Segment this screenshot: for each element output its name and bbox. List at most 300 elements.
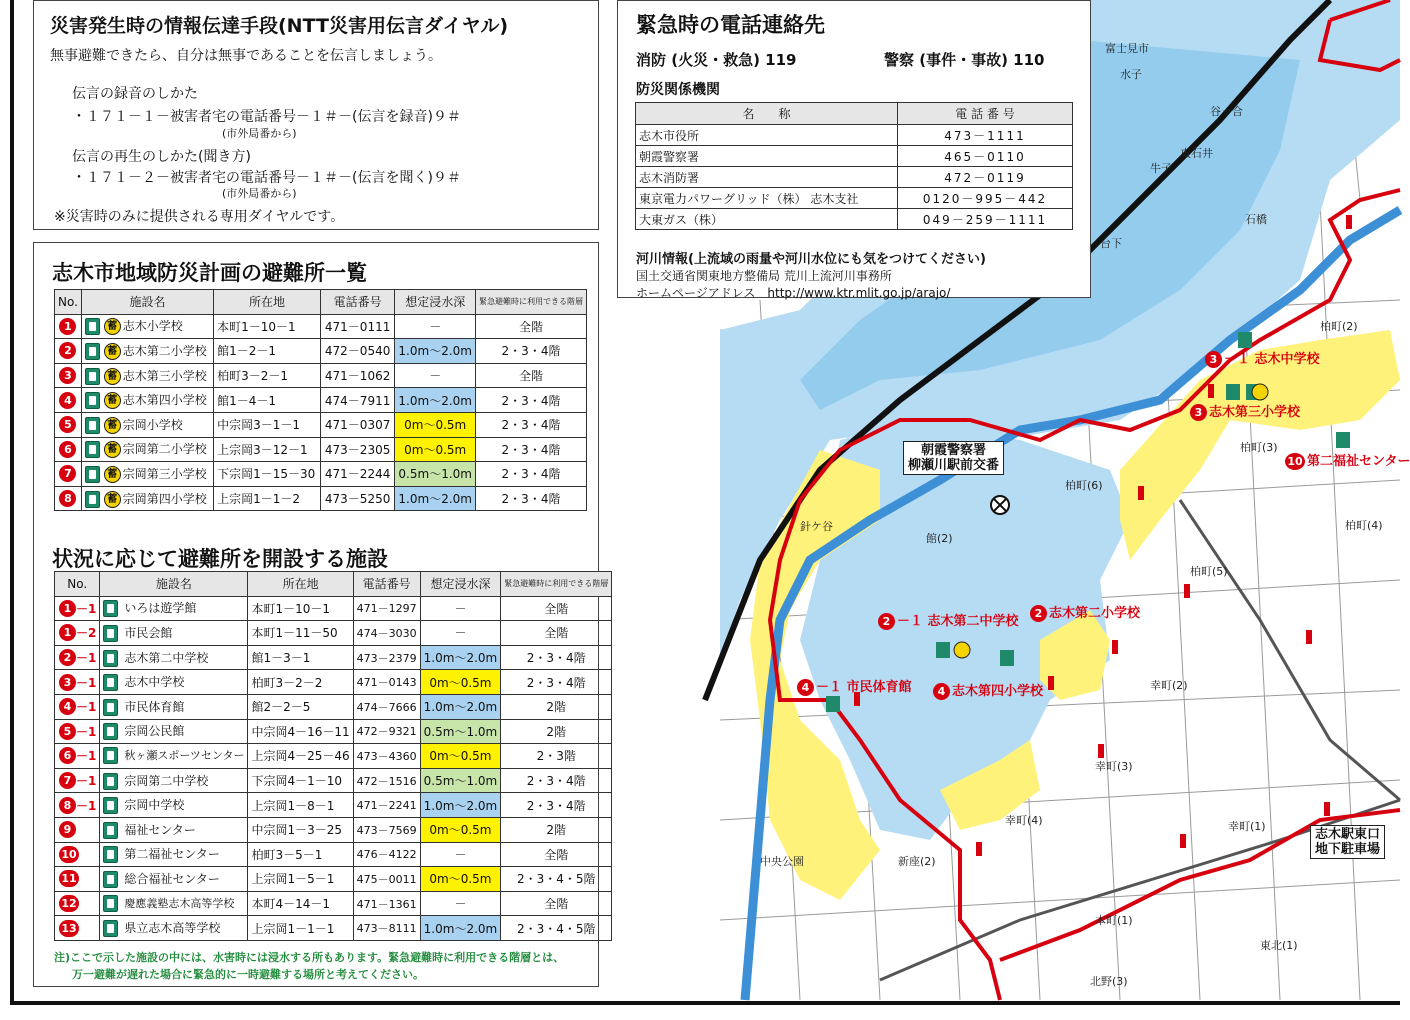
facility-level: 2・3・4階	[501, 645, 612, 670]
shelter-number-badge: 4	[59, 392, 76, 409]
area-label: 館(2)	[926, 532, 953, 545]
shelter-icon	[103, 895, 118, 912]
facility-no	[55, 694, 100, 719]
police-box-label: 朝霞警察署 柳瀬川駅前交番	[903, 441, 1004, 475]
shelter-number-badge: 7	[59, 465, 76, 482]
map-label-welfare2: 10 第二福祉センター	[1285, 450, 1410, 470]
facility-sub-number: －1	[76, 700, 97, 715]
facility-phone: 473－4360	[353, 744, 420, 769]
facility-depth: 0m～0.5m	[420, 670, 501, 695]
facility-number-badge: 12	[59, 895, 79, 912]
facility-phone: 473－8111	[353, 916, 420, 941]
table-row	[55, 670, 612, 695]
facility-address: 上宗岡1－8－1	[248, 793, 353, 818]
area-label: 幸町(2)	[1150, 679, 1188, 692]
playback-title: 伝言の再生のしかた(聞き方)	[72, 149, 251, 165]
stockpile-icon: 蓄	[104, 392, 121, 409]
col-level: 緊急避難時に利用できる階層	[501, 572, 612, 597]
facility-level: 全階	[501, 842, 612, 867]
facility-depth: 1.0m～2.0m	[420, 793, 501, 818]
facility-name-text: 宗岡中学校	[124, 798, 185, 813]
facility-number-badge: 1	[59, 600, 76, 617]
table-row	[55, 339, 587, 364]
facility-depth: 1.0m～2.0m	[420, 916, 501, 941]
col-address: 所在地	[214, 290, 321, 315]
facility-level: 全階	[501, 621, 612, 646]
shelter-no	[55, 462, 82, 487]
shelter-number-badge: 6	[59, 441, 76, 458]
table-row	[55, 719, 612, 744]
area-label: 柏町(3)	[1240, 441, 1278, 454]
facility-phone: 472－1516	[353, 768, 420, 793]
facility-sub-number: －1	[76, 798, 97, 813]
facility-number-badge: 4	[59, 698, 76, 715]
facility-no	[55, 867, 100, 892]
table-row	[55, 793, 612, 818]
shelter-icon	[85, 392, 100, 409]
facility-address: 中宗岡1－3－25	[248, 817, 353, 842]
agency-name: 志木消防署	[636, 167, 898, 188]
table-row	[636, 167, 1073, 188]
facility-phone: 471－1297	[353, 596, 420, 621]
facility-depth: 1.0m～2.0m	[420, 694, 501, 719]
facility-name-text: 志木第二中学校	[124, 650, 209, 665]
facility-name-text: 市民会館	[124, 625, 173, 640]
shelter-address: 館1－2－1	[214, 339, 321, 364]
area-label: 幸町(3)	[1095, 760, 1133, 773]
facility-phone: 471－2241	[353, 793, 420, 818]
facility-depth: －	[420, 891, 501, 916]
facility-address: 柏町3－2－2	[248, 670, 353, 695]
facility-depth: 0.5m～1.0m	[420, 719, 501, 744]
col-name: 施設名	[100, 572, 248, 597]
shelter-phone: 473－5250	[320, 486, 395, 511]
facility-name	[100, 621, 248, 646]
shelter-level: 2・3・4階	[476, 437, 587, 462]
record-title: 伝言の録音のしかた	[72, 86, 198, 102]
facility-depth: 0m～0.5m	[420, 744, 501, 769]
shelter-no	[55, 437, 82, 462]
shelter-name-text: 志木第二小学校	[122, 343, 207, 358]
facility-address: 上宗岡4－25－46	[248, 744, 353, 769]
area-label: 牛子	[1150, 162, 1172, 175]
shelter-number-badge: 2	[59, 342, 76, 359]
facility-name	[100, 719, 248, 744]
table-row	[55, 694, 612, 719]
facility-number-badge: 5	[59, 723, 76, 740]
table-row	[55, 437, 587, 462]
col-phone: 電話番号	[320, 290, 395, 315]
col-depth: 想定浸水深	[420, 572, 501, 597]
map-label-shiki2-jhs: 2 －１ 志木第二中学校	[878, 610, 1019, 630]
area-label: 東石井	[1180, 147, 1213, 160]
table-row	[55, 768, 612, 793]
facility-no	[55, 891, 100, 916]
col-no: No.	[55, 290, 82, 315]
facility-number-badge: 3	[59, 674, 76, 691]
facility-depth: 0.5m～1.0m	[420, 768, 501, 793]
col-no: No.	[55, 572, 100, 597]
shelter-number-badge: 1	[59, 318, 76, 335]
ntt-dial-panel	[33, 0, 599, 230]
facility-level: 全階	[501, 596, 612, 621]
facility-name	[100, 670, 248, 695]
dial-footnote: ※災害時のみに提供される専用ダイヤルです。	[54, 209, 345, 225]
ntt-dial-intro: 無事避難できたら、自分は無事であることを伝言しましょう。	[50, 48, 442, 64]
shelter-depth: －	[395, 314, 476, 339]
shelter-depth: 1.0m～2.0m	[395, 339, 476, 364]
table-row	[55, 744, 612, 769]
col-level: 緊急避難時に利用できる階層	[476, 290, 587, 315]
area-label: 水子	[1120, 68, 1142, 81]
river-office: 国土交通省関東地方整備局 荒川上流河川事務所	[636, 269, 892, 283]
shelter-icon	[85, 491, 100, 508]
facility-address: 上宗岡1－1－1	[248, 916, 353, 941]
facility-phone: 473－7569	[353, 817, 420, 842]
facility-address: 本町1－10－1	[248, 596, 353, 621]
shelter-name-text: 志木第四小学校	[122, 393, 207, 408]
facility-number-badge: 8	[59, 797, 76, 814]
shelter-no	[55, 314, 82, 339]
table-row	[636, 209, 1073, 230]
facility-number-badge: 1	[59, 624, 76, 641]
shelter-icon	[103, 650, 118, 667]
ntt-dial-title: 災害発生時の情報伝達手段(NTT災害用伝言ダイヤル)	[50, 15, 509, 37]
facility-no	[55, 842, 100, 867]
facility-sub-number: －2	[76, 626, 97, 641]
col-address: 所在地	[248, 572, 353, 597]
facility-name	[100, 793, 248, 818]
facility-name-text: 慶應義塾志木高等学校	[124, 897, 235, 911]
shelter-icon	[103, 699, 118, 716]
facility-name	[100, 768, 248, 793]
shelter-level: 2・3・4階	[476, 388, 587, 413]
facility-address: 上宗岡1－5－1	[248, 867, 353, 892]
facility-sub-number: －1	[76, 774, 97, 789]
shelter-depth: 0m～0.5m	[395, 437, 476, 462]
shelter-icon	[103, 747, 118, 764]
facility-no	[55, 670, 100, 695]
shelter-name	[81, 388, 213, 413]
map-label-shiki2-es: 2 志木第二小学校	[1030, 602, 1140, 622]
facility-name	[100, 694, 248, 719]
table-row	[55, 486, 587, 511]
facility-name	[100, 867, 248, 892]
table-row	[55, 817, 612, 842]
shelter-icon	[85, 318, 100, 335]
shelter-phone: 473－2305	[320, 437, 395, 462]
facilities-table	[54, 571, 612, 941]
map-label-shiki3-es: 3 志木第三小学校	[1190, 401, 1300, 421]
agencies-title: 防災関係機関	[636, 82, 720, 98]
shelter-no	[55, 486, 82, 511]
shelter-level: 全階	[476, 363, 587, 388]
playback-note: (市外局番から)	[222, 187, 297, 200]
facilities-note-2: 万一避難が遅れた場合に緊急的に一時避難する場所と考えてください。	[72, 968, 424, 981]
facility-level: 2・3・4階	[501, 768, 612, 793]
shelter-name	[81, 314, 213, 339]
shelter-icon	[85, 343, 100, 360]
area-label: 本町(1)	[1095, 914, 1133, 927]
shelter-level: 全階	[476, 314, 587, 339]
table-row	[55, 621, 612, 646]
shelter-depth: 0m～0.5m	[395, 412, 476, 437]
table-row	[636, 125, 1073, 146]
shelter-level: 2・3・4階	[476, 412, 587, 437]
table-row	[55, 916, 612, 941]
area-label: 石橋	[1245, 213, 1267, 226]
facility-level: 2・3・4階	[501, 670, 612, 695]
table-row	[55, 891, 612, 916]
facility-level: 全階	[501, 891, 612, 916]
facility-no	[55, 916, 100, 941]
shelter-depth: 1.0m～2.0m	[395, 388, 476, 413]
facility-name-text: 市民体育館	[124, 699, 185, 714]
facility-address: 本町1－11－50	[248, 621, 353, 646]
shelter-name	[81, 412, 213, 437]
area-label: 新座(2)	[898, 855, 936, 868]
shelter-name-text: 宗岡第三小学校	[122, 466, 207, 481]
shelter-icon	[85, 417, 100, 434]
stockpile-icon: 蓄	[104, 491, 121, 508]
river-info-title: 河川情報(上流域の雨量や河川水位にも気をつけてください)	[636, 252, 986, 267]
stockpile-icon: 蓄	[104, 441, 121, 458]
facility-name	[100, 916, 248, 941]
shelter-icon	[85, 368, 100, 385]
facility-sub-number: －1	[76, 601, 97, 616]
facility-name-text: 総合福祉センター	[124, 871, 220, 886]
table-row	[55, 645, 612, 670]
shelter-icon	[85, 441, 100, 458]
facility-phone: 476－4122	[353, 842, 420, 867]
facility-depth: －	[420, 596, 501, 621]
facilities-title: 状況に応じて避難所を開設する施設	[52, 547, 388, 571]
area-label: 幸町(4)	[1005, 814, 1043, 827]
shelter-name-text: 宗岡第四小学校	[122, 491, 207, 506]
table-row	[55, 842, 612, 867]
facility-no	[55, 793, 100, 818]
shelter-name	[81, 462, 213, 487]
agency-phone: 473－1111	[898, 125, 1073, 146]
shelter-name-text: 宗岡第二小学校	[122, 442, 207, 457]
shelter-icon	[85, 466, 100, 483]
river-url-link[interactable]: ホームページアドレス http://www.ktr.mlit.go.jp/arajo/	[636, 286, 951, 300]
table-row	[55, 596, 612, 621]
table-row	[55, 412, 587, 437]
area-label: 東北(1)	[1260, 939, 1298, 952]
station-parking-label: 志木駅東口 地下駐車場	[1310, 825, 1385, 859]
shelter-phone: 471－2244	[320, 462, 395, 487]
facility-phone: 474－7666	[353, 694, 420, 719]
shelter-number-badge: 5	[59, 416, 76, 433]
agency-phone: 0120－995－442	[898, 188, 1073, 209]
shelter-icon	[103, 797, 118, 814]
shelters-title: 志木市地域防災計画の避難所一覧	[52, 261, 367, 285]
area-label: 幸町(1)	[1228, 820, 1266, 833]
facility-sub-number: －1	[76, 749, 97, 764]
shelter-icon	[103, 723, 118, 740]
table-row	[55, 388, 587, 413]
shelter-depth: 0.5m～1.0m	[395, 462, 476, 487]
facility-level: 2階	[501, 817, 612, 842]
area-label: 富士見市	[1105, 42, 1149, 55]
facility-name-text: 志木中学校	[124, 675, 185, 690]
shelter-name	[81, 339, 213, 364]
facility-no	[55, 645, 100, 670]
stockpile-icon: 蓄	[104, 417, 121, 434]
shelter-address: 下宗岡1－15－30	[214, 462, 321, 487]
facilities-note-1: 注)ここで示した施設の中には、水害時には浸水する所もあります。緊急避難時に利用できる階層とは、	[54, 951, 565, 964]
facility-name-text: いろは遊学館	[124, 601, 197, 616]
shelter-address: 中宗岡3－1－1	[214, 412, 321, 437]
area-label: 中央公園	[760, 855, 804, 868]
facility-address: 中宗岡4－16－11	[248, 719, 353, 744]
table-row	[55, 462, 587, 487]
area-label: 台下	[1100, 237, 1122, 250]
facility-no	[55, 621, 100, 646]
facility-name	[100, 891, 248, 916]
table-row	[636, 188, 1073, 209]
stockpile-icon: 蓄	[104, 343, 121, 360]
agency-phone: 472－0119	[898, 167, 1073, 188]
police-box-marker	[991, 496, 1009, 514]
table-row	[55, 867, 612, 892]
shelter-panel	[33, 242, 609, 987]
area-label: 針ケ谷	[800, 520, 833, 533]
shelter-phone: 472－0540	[320, 339, 395, 364]
shelter-icon	[103, 625, 118, 642]
shelter-name-text: 志木小学校	[122, 319, 183, 334]
stockpile-icon: 蓄	[104, 368, 121, 385]
facility-phone: 474－3030	[353, 621, 420, 646]
facility-name-text: 秋ヶ瀬スポーツセンター	[124, 749, 245, 763]
facility-sub-number: －1	[76, 724, 97, 739]
record-note: (市外局番から)	[222, 127, 297, 140]
facility-depth: 0m～0.5m	[420, 867, 501, 892]
facility-level: 2・3・4階	[501, 793, 612, 818]
facility-name-text: 福祉センター	[124, 822, 196, 837]
stockpile-icon: 蓄	[104, 318, 121, 335]
map-label-shiki-jhs: 3 －１ 志木中学校	[1205, 348, 1320, 368]
agency-name: 大東ガス（株）	[636, 209, 898, 230]
facility-name	[100, 596, 248, 621]
shelter-level: 2・3・4階	[476, 462, 587, 487]
col-depth: 想定浸水深	[395, 290, 476, 315]
facility-number-badge: 13	[59, 920, 79, 937]
shelter-address: 上宗岡3－12－1	[214, 437, 321, 462]
facility-depth: －	[420, 621, 501, 646]
facility-phone: 471－0143	[353, 670, 420, 695]
shelter-phone: 474－7911	[320, 388, 395, 413]
agency-phone: 049－259－1111	[898, 209, 1073, 230]
stockpile-icon: 蓄	[104, 466, 121, 483]
shelter-level: 2・3・4階	[476, 486, 587, 511]
shelter-name-text: 宗岡小学校	[122, 417, 183, 432]
facility-number-badge: 6	[59, 747, 76, 764]
shelter-name	[81, 437, 213, 462]
shelter-depth: －	[395, 363, 476, 388]
map-label-shiki4-es: 4 志木第四小学校	[933, 680, 1043, 700]
facility-depth: 1.0m～2.0m	[420, 645, 501, 670]
col-name: 施設名	[81, 290, 213, 315]
facility-phone: 471－1361	[353, 891, 420, 916]
shelter-number-badge: 8	[59, 490, 76, 507]
facility-number-badge: 7	[59, 772, 76, 789]
facility-level: 2階	[501, 719, 612, 744]
shelter-no	[55, 339, 82, 364]
shelter-phone: 471－1062	[320, 363, 395, 388]
facility-sub-number: －1	[76, 651, 97, 666]
area-label: 柏町(4)	[1345, 519, 1383, 532]
shelter-icon	[103, 871, 118, 888]
shelter-icon	[103, 674, 118, 691]
shelter-address: 柏町3－2－1	[214, 363, 321, 388]
agency-name: 朝霞警察署	[636, 146, 898, 167]
shelter-level: 2・3・4階	[476, 339, 587, 364]
shelters-table	[54, 289, 587, 511]
shelter-name	[81, 363, 213, 388]
shelter-no	[55, 363, 82, 388]
facility-sub-number: －1	[76, 675, 97, 690]
table-row	[636, 146, 1073, 167]
shelter-name-text: 志木第三小学校	[122, 368, 207, 383]
shelter-no	[55, 412, 82, 437]
col-agency-name: 名 称	[636, 103, 898, 125]
shelter-no	[55, 388, 82, 413]
facility-address: 柏町3－5－1	[248, 842, 353, 867]
shelter-name	[81, 486, 213, 511]
facility-name	[100, 744, 248, 769]
facility-address: 本町4－14－1	[248, 891, 353, 916]
facility-number-badge: 2	[59, 649, 76, 666]
agencies-table	[635, 102, 1073, 230]
col-agency-phone: 電 話 番 号	[898, 103, 1073, 125]
facility-name	[100, 817, 248, 842]
facility-phone: 475－0011	[353, 867, 420, 892]
shelter-phone: 471－0111	[320, 314, 395, 339]
facility-level: 2・3・4・5階	[501, 916, 612, 941]
agency-phone: 465－0110	[898, 146, 1073, 167]
shelter-address: 本町1－10－1	[214, 314, 321, 339]
shelter-depth: 1.0m～2.0m	[395, 486, 476, 511]
table-row	[55, 363, 587, 388]
area-label: 柏町(2)	[1320, 320, 1358, 333]
shelter-icon	[103, 822, 118, 839]
facility-no	[55, 768, 100, 793]
shelter-number-badge: 3	[59, 367, 76, 384]
area-label: 柏町(5)	[1190, 565, 1228, 578]
shelter-icon	[103, 920, 118, 937]
facility-depth: －	[420, 842, 501, 867]
emergency-panel	[617, 0, 1091, 298]
area-label: 北野(3)	[1090, 975, 1128, 988]
facility-level: 2・3階	[501, 744, 612, 769]
facility-name	[100, 645, 248, 670]
shelter-icon	[103, 773, 118, 790]
facility-level: 2階	[501, 694, 612, 719]
facility-no	[55, 744, 100, 769]
facility-level: 2・3・4・5階	[501, 867, 612, 892]
shelter-icon	[103, 846, 118, 863]
facility-no	[55, 596, 100, 621]
emergency-title: 緊急時の電話連絡先	[636, 13, 825, 37]
shelter-address: 上宗岡1－1－2	[214, 486, 321, 511]
facility-no	[55, 719, 100, 744]
facility-name-text: 宗岡第二中学校	[124, 773, 209, 788]
facility-name	[100, 842, 248, 867]
facility-name-text: 県立志木高等学校	[124, 921, 221, 936]
facility-address: 館2－2－5	[248, 694, 353, 719]
